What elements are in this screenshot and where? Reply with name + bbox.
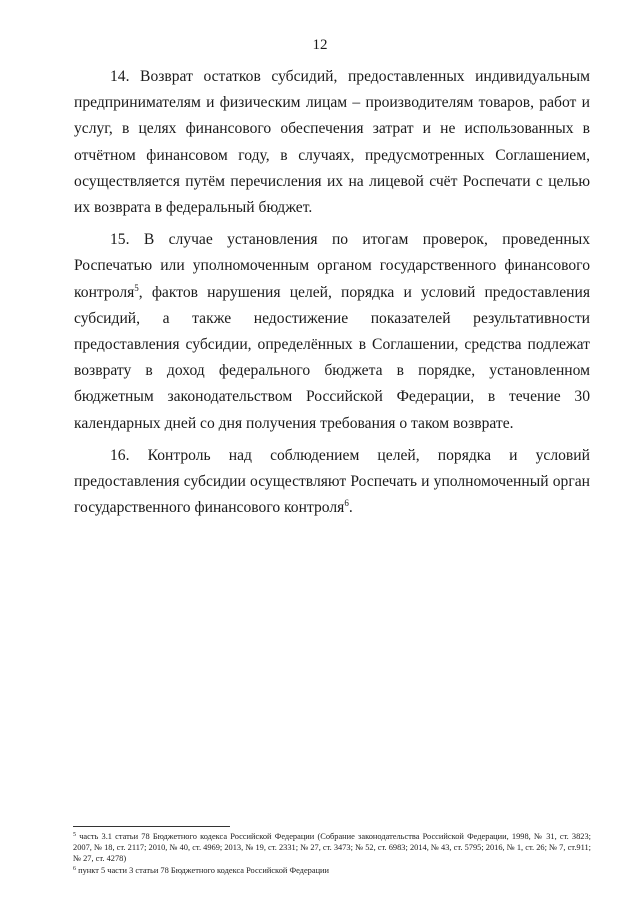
footnotes [73, 831, 591, 876]
paragraph-14 [74, 64, 590, 221]
paragraph-text: 16. Контроль над соблюдением целей, порядка и условий предоставления субсидии осуществляют Роспечать и уполномоченный орган государственного финансового контроля [74, 446, 590, 517]
paragraph-15 [74, 227, 590, 437]
footnote-marker: 5 [73, 832, 76, 838]
footnote-6 [73, 865, 591, 876]
paragraph-tail: . [348, 499, 353, 517]
paragraph-tail: , фактов нарушения целей, порядка и условий предоставления субсидий, а также недостижение показателей результативности предоставления субсидии, определённых в Соглашении, средства подлежат возврату в доход федерального бюджета в порядке, установленном бюджетным законодательством Российской Федерации, в течение 30 календарных дней со дня получения требования о таком возврате. [74, 283, 590, 432]
document-body [74, 64, 590, 527]
footnote-reference: 6 [344, 498, 349, 509]
footnote-text: пункт 5 части 3 статьи 78 Бюджетного кодекса Российской Федерации [76, 865, 330, 875]
footnote-separator [73, 826, 230, 827]
paragraph-text: 14. Возврат остатков субсидий, предоставленных индивидуальным предпринимателям и физическим лицам – производителям товаров, работ и услуг, в целях финансового обеспечения затрат и не использованных в отчётном финансовом году, в случаях, предусмотренных Соглашением, осуществляется путём перечисления их на лицевой счёт Роспечати с целью их возврата в федеральный бюджет. [74, 68, 590, 217]
footnote-marker: 6 [73, 865, 76, 872]
paragraph-text: 15. В случае установления по итогам проверок, проведенных Роспечатью или уполномоченным органом государственного финансового контроля [74, 231, 590, 301]
page-number: 12 [312, 37, 328, 53]
footnote-reference: 5 [134, 282, 139, 293]
footnote-5 [73, 831, 591, 865]
paragraph-16 [74, 443, 590, 522]
footnote-text: часть 3.1 статьи 78 Бюджетного кодекса Российской Федерации (Собрание законодательства Российской Федерации, 1998, № 31, ст. 3823; 2007, № 18, ст. 2117; 2010, № 40, ст. 4969; 2013, № 19, ст. 2331; № 27, ст. 3473; № 52, ст. 6983; 2014, № 43, ст. 5795; 2016, № 1, ст. 26; № 7, ст.911; № 27, ст. 4278) [73, 832, 591, 864]
